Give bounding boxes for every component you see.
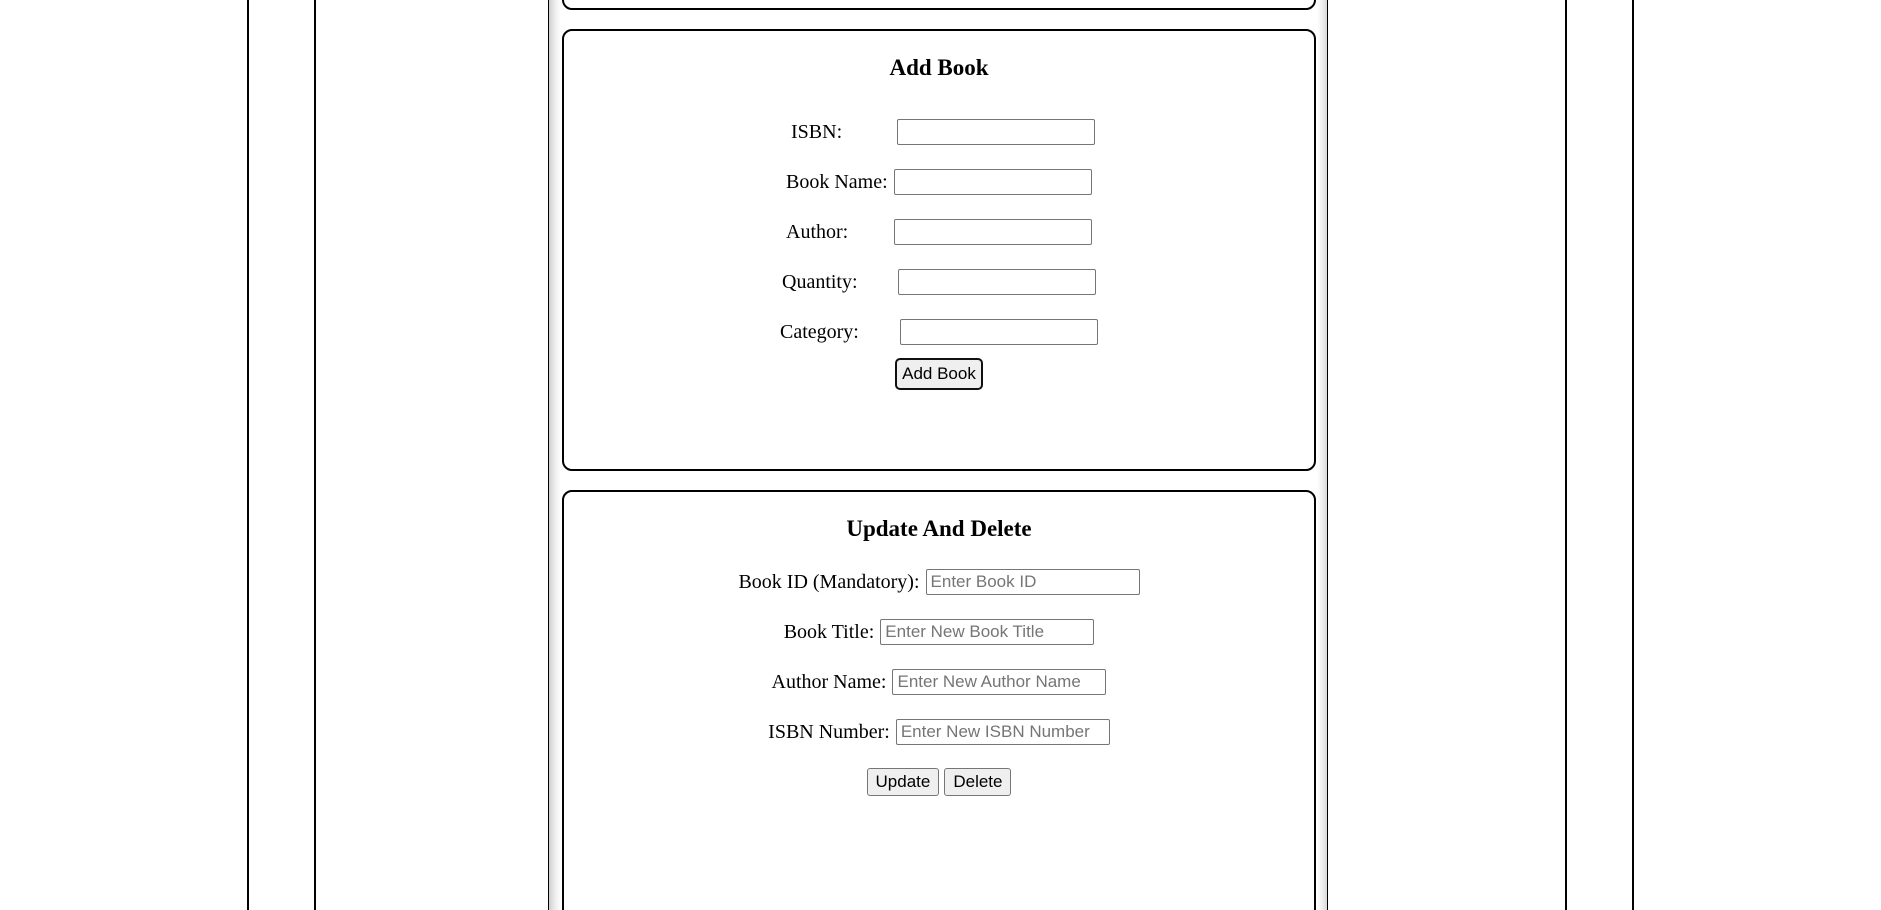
isbn-input[interactable] (897, 119, 1095, 145)
add-book-title: Add Book (889, 55, 989, 80)
book-name-row (564, 168, 1314, 196)
update-delete-title: Update And Delete (846, 516, 1032, 541)
quantity-label: Quantity: (782, 270, 858, 293)
add-book-actions (564, 356, 1314, 392)
quantity-row (564, 268, 1314, 296)
category-label: Category: (780, 320, 859, 343)
update-delete-card (562, 490, 1316, 910)
book-id-input[interactable] (926, 569, 1140, 595)
category-row (564, 318, 1314, 346)
author-name-row (564, 668, 1314, 696)
book-title-row (564, 618, 1314, 646)
isbn-number-row (564, 718, 1314, 746)
category-input[interactable] (900, 319, 1098, 345)
quantity-input[interactable] (898, 269, 1096, 295)
update-delete-actions (564, 768, 1314, 796)
outer-frame-right (1632, 0, 1634, 910)
isbn-number-label: ISBN Number: (768, 720, 890, 743)
author-label: Author: (786, 220, 849, 243)
author-name-label: Author Name: (771, 670, 887, 693)
book-name-input[interactable] (894, 169, 1092, 195)
book-id-label: Book ID (Mandatory): (738, 570, 920, 593)
book-title-input[interactable] (880, 619, 1094, 645)
author-row (564, 218, 1314, 246)
inner-frame-right (1565, 0, 1567, 910)
update-button[interactable]: Update (867, 768, 940, 796)
inner-frame-left (314, 0, 316, 910)
isbn-number-input[interactable] (896, 719, 1110, 745)
isbn-label: ISBN: (791, 120, 843, 143)
delete-button[interactable]: Delete (944, 768, 1011, 796)
author-input[interactable] (894, 219, 1092, 245)
book-title-label: Book Title: (783, 620, 875, 643)
isbn-row (564, 118, 1314, 146)
previous-card (562, 0, 1316, 10)
outer-frame-left (247, 0, 249, 910)
book-id-row (564, 568, 1314, 596)
add-book-card (562, 29, 1316, 471)
add-book-button[interactable]: Add Book (895, 358, 983, 390)
book-name-label: Book Name: (786, 170, 888, 193)
author-name-input[interactable] (892, 669, 1106, 695)
